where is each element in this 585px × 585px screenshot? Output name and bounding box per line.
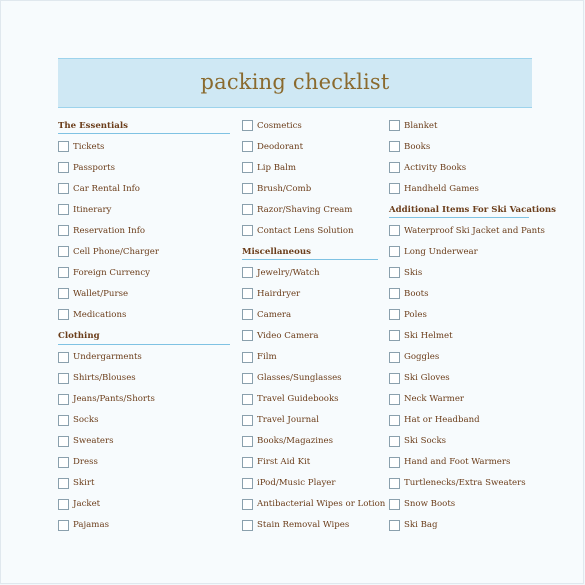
checkbox[interactable] xyxy=(242,373,253,384)
checkbox[interactable] xyxy=(389,520,400,531)
checklist-item-label: Razor/Shaving Cream xyxy=(257,204,353,215)
checklist-item xyxy=(58,515,238,536)
checklist-item xyxy=(389,410,569,431)
checkbox[interactable] xyxy=(242,288,253,299)
checklist-item-label: Cell Phone/Charger xyxy=(73,246,159,257)
checklist-item-label: Ski Socks xyxy=(404,436,447,447)
section-heading-label: Clothing xyxy=(58,330,100,341)
checklist-item-label: Activity Books xyxy=(404,162,467,173)
checklist-item xyxy=(58,220,238,241)
checklist-item xyxy=(389,473,569,494)
checklist-item-label: Ski Gloves xyxy=(404,373,450,384)
checklist-item-label: Video Camera xyxy=(257,330,319,341)
checklist-item-label: Long Underwear xyxy=(404,246,478,257)
section-heading xyxy=(58,115,238,136)
page-title: packing checklist xyxy=(200,70,390,94)
checklist-item-label: Ski Bag xyxy=(404,520,438,531)
checklist-item-label: Undergarments xyxy=(73,352,142,363)
checklist-item-label: Blanket xyxy=(404,120,438,131)
checkbox[interactable] xyxy=(389,120,400,131)
checkbox[interactable] xyxy=(58,183,69,194)
checkbox[interactable] xyxy=(242,415,253,426)
checklist-item xyxy=(389,515,569,536)
checkbox[interactable] xyxy=(58,267,69,278)
checklist-item-label: Itinerary xyxy=(73,204,112,215)
checklist-item-label: Stain Removal Wipes xyxy=(257,520,350,531)
checklist-item-label: Snow Boots xyxy=(404,499,456,510)
checkbox[interactable] xyxy=(58,246,69,257)
checklist-item-label: Cosmetics xyxy=(257,120,302,131)
checklist-item xyxy=(389,157,569,178)
checkbox[interactable] xyxy=(58,141,69,152)
checklist-item xyxy=(58,262,238,283)
checklist-item-label: Boots xyxy=(404,288,429,299)
checklist-item-label: Dress xyxy=(73,457,98,468)
checkbox[interactable] xyxy=(58,204,69,215)
checkbox[interactable] xyxy=(242,162,253,173)
checkbox[interactable] xyxy=(389,330,400,341)
checkbox[interactable] xyxy=(242,394,253,405)
checkbox[interactable] xyxy=(242,520,253,531)
checklist-item xyxy=(58,304,238,325)
checklist-item-label: Goggles xyxy=(404,352,440,363)
checkbox[interactable] xyxy=(58,225,69,236)
checkbox[interactable] xyxy=(389,225,400,236)
section-heading-label: Miscellaneous xyxy=(242,246,311,257)
checklist-item-label: Sweaters xyxy=(73,436,114,447)
checklist-item xyxy=(58,283,238,304)
checkbox[interactable] xyxy=(58,499,69,510)
checkbox[interactable] xyxy=(58,352,69,363)
checklist-item-label: Contact Lens Solution xyxy=(257,225,354,236)
section-heading xyxy=(58,325,238,346)
checklist-item-label: Wallet/Purse xyxy=(73,288,129,299)
checklist-item-label: Socks xyxy=(73,415,99,426)
section-rule xyxy=(389,217,529,218)
checklist-item-label: Travel Guidebooks xyxy=(257,394,339,405)
checklist-item-label: Hairdryer xyxy=(257,288,301,299)
checklist-item-label: Medications xyxy=(73,309,127,320)
checklist-item xyxy=(58,410,238,431)
checkbox[interactable] xyxy=(58,478,69,489)
checklist-item-label: Ski Helmet xyxy=(404,330,453,341)
checklist-item xyxy=(389,431,569,452)
checklist-item xyxy=(389,368,569,389)
checklist-item-label: Film xyxy=(257,352,277,363)
checklist-item xyxy=(389,283,569,304)
checkbox[interactable] xyxy=(389,246,400,257)
checklist-item-label: Handheld Games xyxy=(404,183,479,194)
checklist-item-label: Poles xyxy=(404,309,427,320)
checkbox[interactable] xyxy=(389,457,400,468)
checklist-item-label: Tickets xyxy=(73,141,105,152)
checklist-item xyxy=(58,389,238,410)
checklist-item-label: Foreign Currency xyxy=(73,267,150,278)
checklist-item xyxy=(58,199,238,220)
checklist-item xyxy=(389,494,569,515)
checklist-item-label: Reservation Info xyxy=(73,225,146,236)
checkbox[interactable] xyxy=(242,499,253,510)
checklist-item-label: Skis xyxy=(404,267,423,278)
checklist-item-label: Waterproof Ski Jacket and Pants xyxy=(404,225,545,236)
checklist-item-label: Books xyxy=(404,141,431,152)
checklist-item-label: Deodorant xyxy=(257,141,304,152)
checklist-item-label: Jeans/Pants/Shorts xyxy=(73,394,155,405)
checklist-item xyxy=(389,178,569,199)
checklist-item-label: Books/Magazines xyxy=(257,436,334,447)
checklist-item xyxy=(58,157,238,178)
checklist-item-label: Jacket xyxy=(73,499,101,510)
checkbox[interactable] xyxy=(58,288,69,299)
checklist-item xyxy=(389,115,569,136)
checklist-item-label: Camera xyxy=(257,309,292,320)
section-heading-label: The Essentials xyxy=(58,120,128,131)
section-heading xyxy=(389,199,569,220)
checkbox[interactable] xyxy=(389,436,400,447)
checkbox[interactable] xyxy=(242,457,253,468)
section-heading-label: Additional Items For Ski Vacations xyxy=(389,204,556,215)
checklist-item-label: Jewelry/Watch xyxy=(257,267,320,278)
checklist-item-label: Skirt xyxy=(73,478,95,489)
title-band xyxy=(58,58,532,108)
checklist-item xyxy=(58,473,238,494)
checklist-item-label: Lip Balm xyxy=(257,162,297,173)
checkbox[interactable] xyxy=(242,352,253,363)
checkbox[interactable] xyxy=(58,309,69,320)
checkbox[interactable] xyxy=(389,267,400,278)
checkbox[interactable] xyxy=(242,309,253,320)
checkbox[interactable] xyxy=(389,141,400,152)
checklist-item-label: Neck Warmer xyxy=(404,394,465,405)
checklist-item xyxy=(389,262,569,283)
checklist-item xyxy=(389,136,569,157)
checkbox[interactable] xyxy=(242,478,253,489)
checklist-item-label: Hat or Headband xyxy=(404,415,480,426)
checkbox[interactable] xyxy=(242,225,253,236)
checklist-item-label: Hand and Foot Warmers xyxy=(404,457,511,468)
checklist-item-label: Pajamas xyxy=(73,520,109,531)
checklist-item xyxy=(58,494,238,515)
checkbox[interactable] xyxy=(242,204,253,215)
checkbox[interactable] xyxy=(389,415,400,426)
checkbox[interactable] xyxy=(242,183,253,194)
checklist-item xyxy=(58,452,238,473)
checklist-item-label: Turtlenecks/Extra Sweaters xyxy=(404,478,526,489)
checkbox[interactable] xyxy=(58,394,69,405)
checklist-item xyxy=(58,136,238,157)
checklist-item xyxy=(389,304,569,325)
checkbox[interactable] xyxy=(242,267,253,278)
checkbox[interactable] xyxy=(58,457,69,468)
checkbox[interactable] xyxy=(389,394,400,405)
section-rule xyxy=(58,344,230,345)
checklist-item-label: Passports xyxy=(73,162,115,173)
checklist-item-label: First Aid Kit xyxy=(257,457,311,468)
section-rule xyxy=(242,259,378,260)
checkbox[interactable] xyxy=(389,162,400,173)
column-1 xyxy=(58,115,238,536)
checkbox[interactable] xyxy=(58,415,69,426)
checkbox[interactable] xyxy=(389,499,400,510)
checklist-item xyxy=(58,347,238,368)
checklist-item-label: Antibacterial Wipes or Lotion xyxy=(257,499,386,510)
checklist-item-label: Shirts/Blouses xyxy=(73,373,136,384)
checkbox[interactable] xyxy=(242,120,253,131)
checkbox[interactable] xyxy=(58,520,69,531)
checklist-item xyxy=(389,241,569,262)
checkbox[interactable] xyxy=(389,373,400,384)
checklist-item xyxy=(389,452,569,473)
checklist-item-label: Travel Journal xyxy=(257,415,320,426)
checklist-item xyxy=(58,368,238,389)
checklist-item xyxy=(389,325,569,346)
checklist-item xyxy=(389,220,569,241)
checkbox[interactable] xyxy=(389,352,400,363)
checkbox[interactable] xyxy=(242,141,253,152)
checkbox[interactable] xyxy=(242,330,253,341)
checkbox[interactable] xyxy=(242,436,253,447)
checklist-item xyxy=(389,347,569,368)
checkbox[interactable] xyxy=(389,478,400,489)
checklist-item-label: iPod/Music Player xyxy=(257,478,336,489)
checklist-item-label: Car Rental Info xyxy=(73,183,140,194)
checklist-item xyxy=(58,241,238,262)
checklist-item xyxy=(389,389,569,410)
section-rule xyxy=(58,133,230,134)
checklist-item-label: Glasses/Sunglasses xyxy=(257,373,342,384)
checkbox[interactable] xyxy=(58,436,69,447)
column-3 xyxy=(389,115,569,536)
checklist-item xyxy=(58,431,238,452)
checkbox[interactable] xyxy=(389,309,400,320)
checkbox[interactable] xyxy=(389,288,400,299)
checklist-item-label: Brush/Comb xyxy=(257,183,312,194)
checkbox[interactable] xyxy=(58,162,69,173)
checkbox[interactable] xyxy=(58,373,69,384)
checklist-item xyxy=(58,178,238,199)
checkbox[interactable] xyxy=(389,183,400,194)
